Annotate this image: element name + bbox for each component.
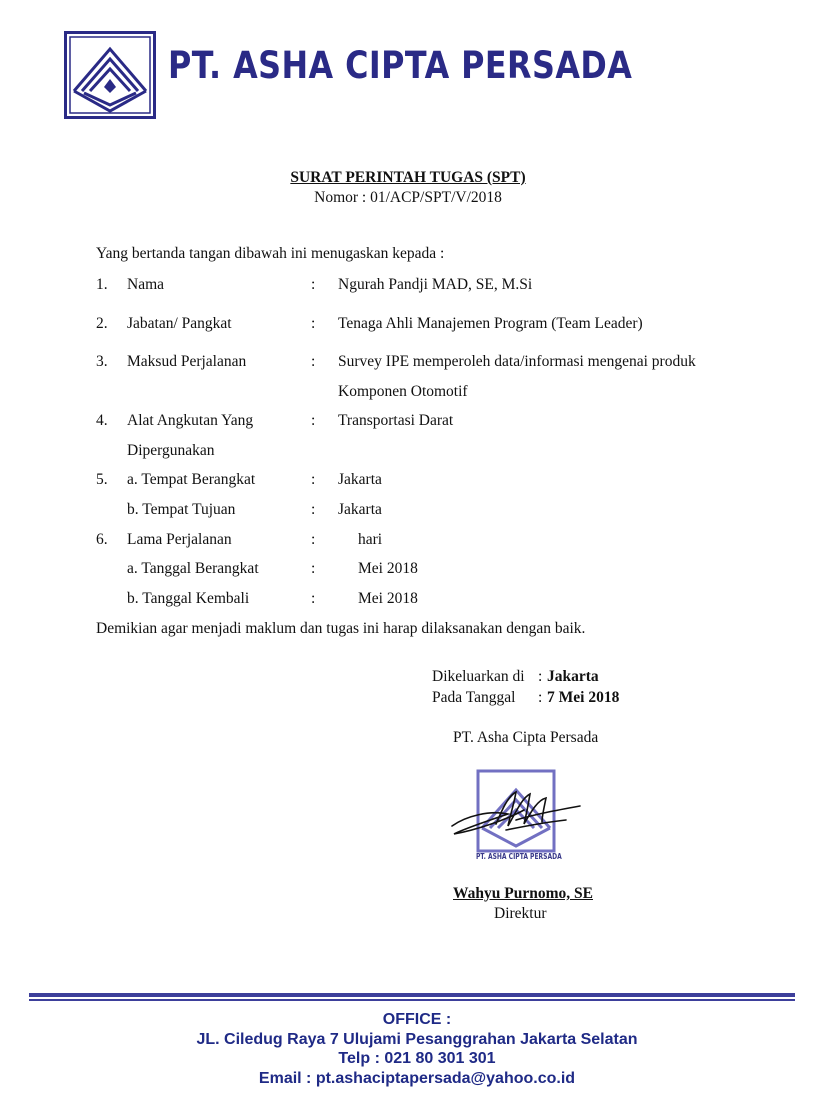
row-value: Survey IPE memperoleh data/informasi mengenai produk xyxy=(338,353,696,370)
row-value: Mei 2018 xyxy=(358,590,418,607)
signature-company: PT. Asha Cipta Persada xyxy=(453,729,599,746)
row-value: hari xyxy=(358,531,383,548)
row-colon: : xyxy=(311,560,316,577)
row-colon: : xyxy=(311,590,316,607)
row-colon: : xyxy=(311,412,316,429)
issued-colon: : xyxy=(538,689,543,706)
row-label: b. Tanggal Kembali xyxy=(127,590,250,607)
handwritten-signature-icon xyxy=(446,780,586,844)
row-label-continued: Dipergunakan xyxy=(127,442,215,459)
company-logo-icon xyxy=(64,31,156,119)
row-label: b. Tempat Tujuan xyxy=(127,501,236,518)
row-colon: : xyxy=(311,501,316,518)
footer-office-label: OFFICE : xyxy=(382,1011,452,1028)
row-value-continued: Komponen Otomotif xyxy=(338,383,468,400)
row-label: Lama Perjalanan xyxy=(127,531,232,548)
row-label: a. Tempat Berangkat xyxy=(127,471,256,488)
document-title: SURAT PERINTAH TUGAS (SPT) xyxy=(290,169,526,186)
row-colon: : xyxy=(311,315,316,332)
row-number: 5. xyxy=(96,471,108,488)
stamp-text: PT. ASHA CIPTA PERSADA xyxy=(476,852,562,861)
row-value: Jakarta xyxy=(338,501,382,518)
row-label: Alat Angkutan Yang xyxy=(127,412,254,429)
row-number: 6. xyxy=(96,531,108,548)
row-colon: : xyxy=(311,353,316,370)
row-value: Tenaga Ahli Manajemen Program (Team Leader) xyxy=(338,315,643,332)
row-number: 4. xyxy=(96,412,108,429)
footer-divider xyxy=(29,999,795,1001)
footer-address: JL. Ciledug Raya 7 Ulujami Pesanggrahan Jakarta Selatan xyxy=(196,1031,638,1048)
row-label: Jabatan/ Pangkat xyxy=(127,315,232,332)
row-number: 2. xyxy=(96,315,108,332)
signer-position: Direktur xyxy=(494,905,547,922)
issued-place: Jakarta xyxy=(547,668,599,685)
row-value: Ngurah Pandji MAD, SE, M.Si xyxy=(338,276,533,293)
row-label: a. Tanggal Berangkat xyxy=(127,560,259,577)
row-number: 1. xyxy=(96,276,108,293)
closing-text: Demikian agar menjadi maklum dan tugas ini harap dilaksanakan dengan baik. xyxy=(96,620,586,637)
row-label: Maksud Perjalanan xyxy=(127,353,247,370)
row-value: Mei 2018 xyxy=(358,560,418,577)
row-colon: : xyxy=(311,531,316,548)
row-value: Jakarta xyxy=(338,471,382,488)
issued-colon: : xyxy=(538,668,543,685)
row-number: 3. xyxy=(96,353,108,370)
issued-date: 7 Mei 2018 xyxy=(547,689,620,706)
issued-date-label: Pada Tanggal xyxy=(432,689,516,706)
issued-place-label: Dikeluarkan di xyxy=(432,668,525,685)
company-name: PT. ASHA CIPTA PERSADA xyxy=(168,44,633,87)
row-value: Transportasi Darat xyxy=(338,412,454,429)
row-label: Nama xyxy=(127,276,165,293)
footer-phone: Telp : 021 80 301 301 xyxy=(338,1050,496,1067)
footer-divider xyxy=(29,993,795,997)
intro-text: Yang bertanda tangan dibawah ini menugaskan kepada : xyxy=(96,245,445,262)
document-number: Nomor : 01/ACP/SPT/V/2018 xyxy=(314,189,502,206)
signer-name: Wahyu Purnomo, SE xyxy=(453,885,593,902)
footer-email: Email : pt.ashaciptapersada@yahoo.co.id xyxy=(258,1070,576,1087)
row-colon: : xyxy=(311,471,316,488)
row-colon: : xyxy=(311,276,316,293)
